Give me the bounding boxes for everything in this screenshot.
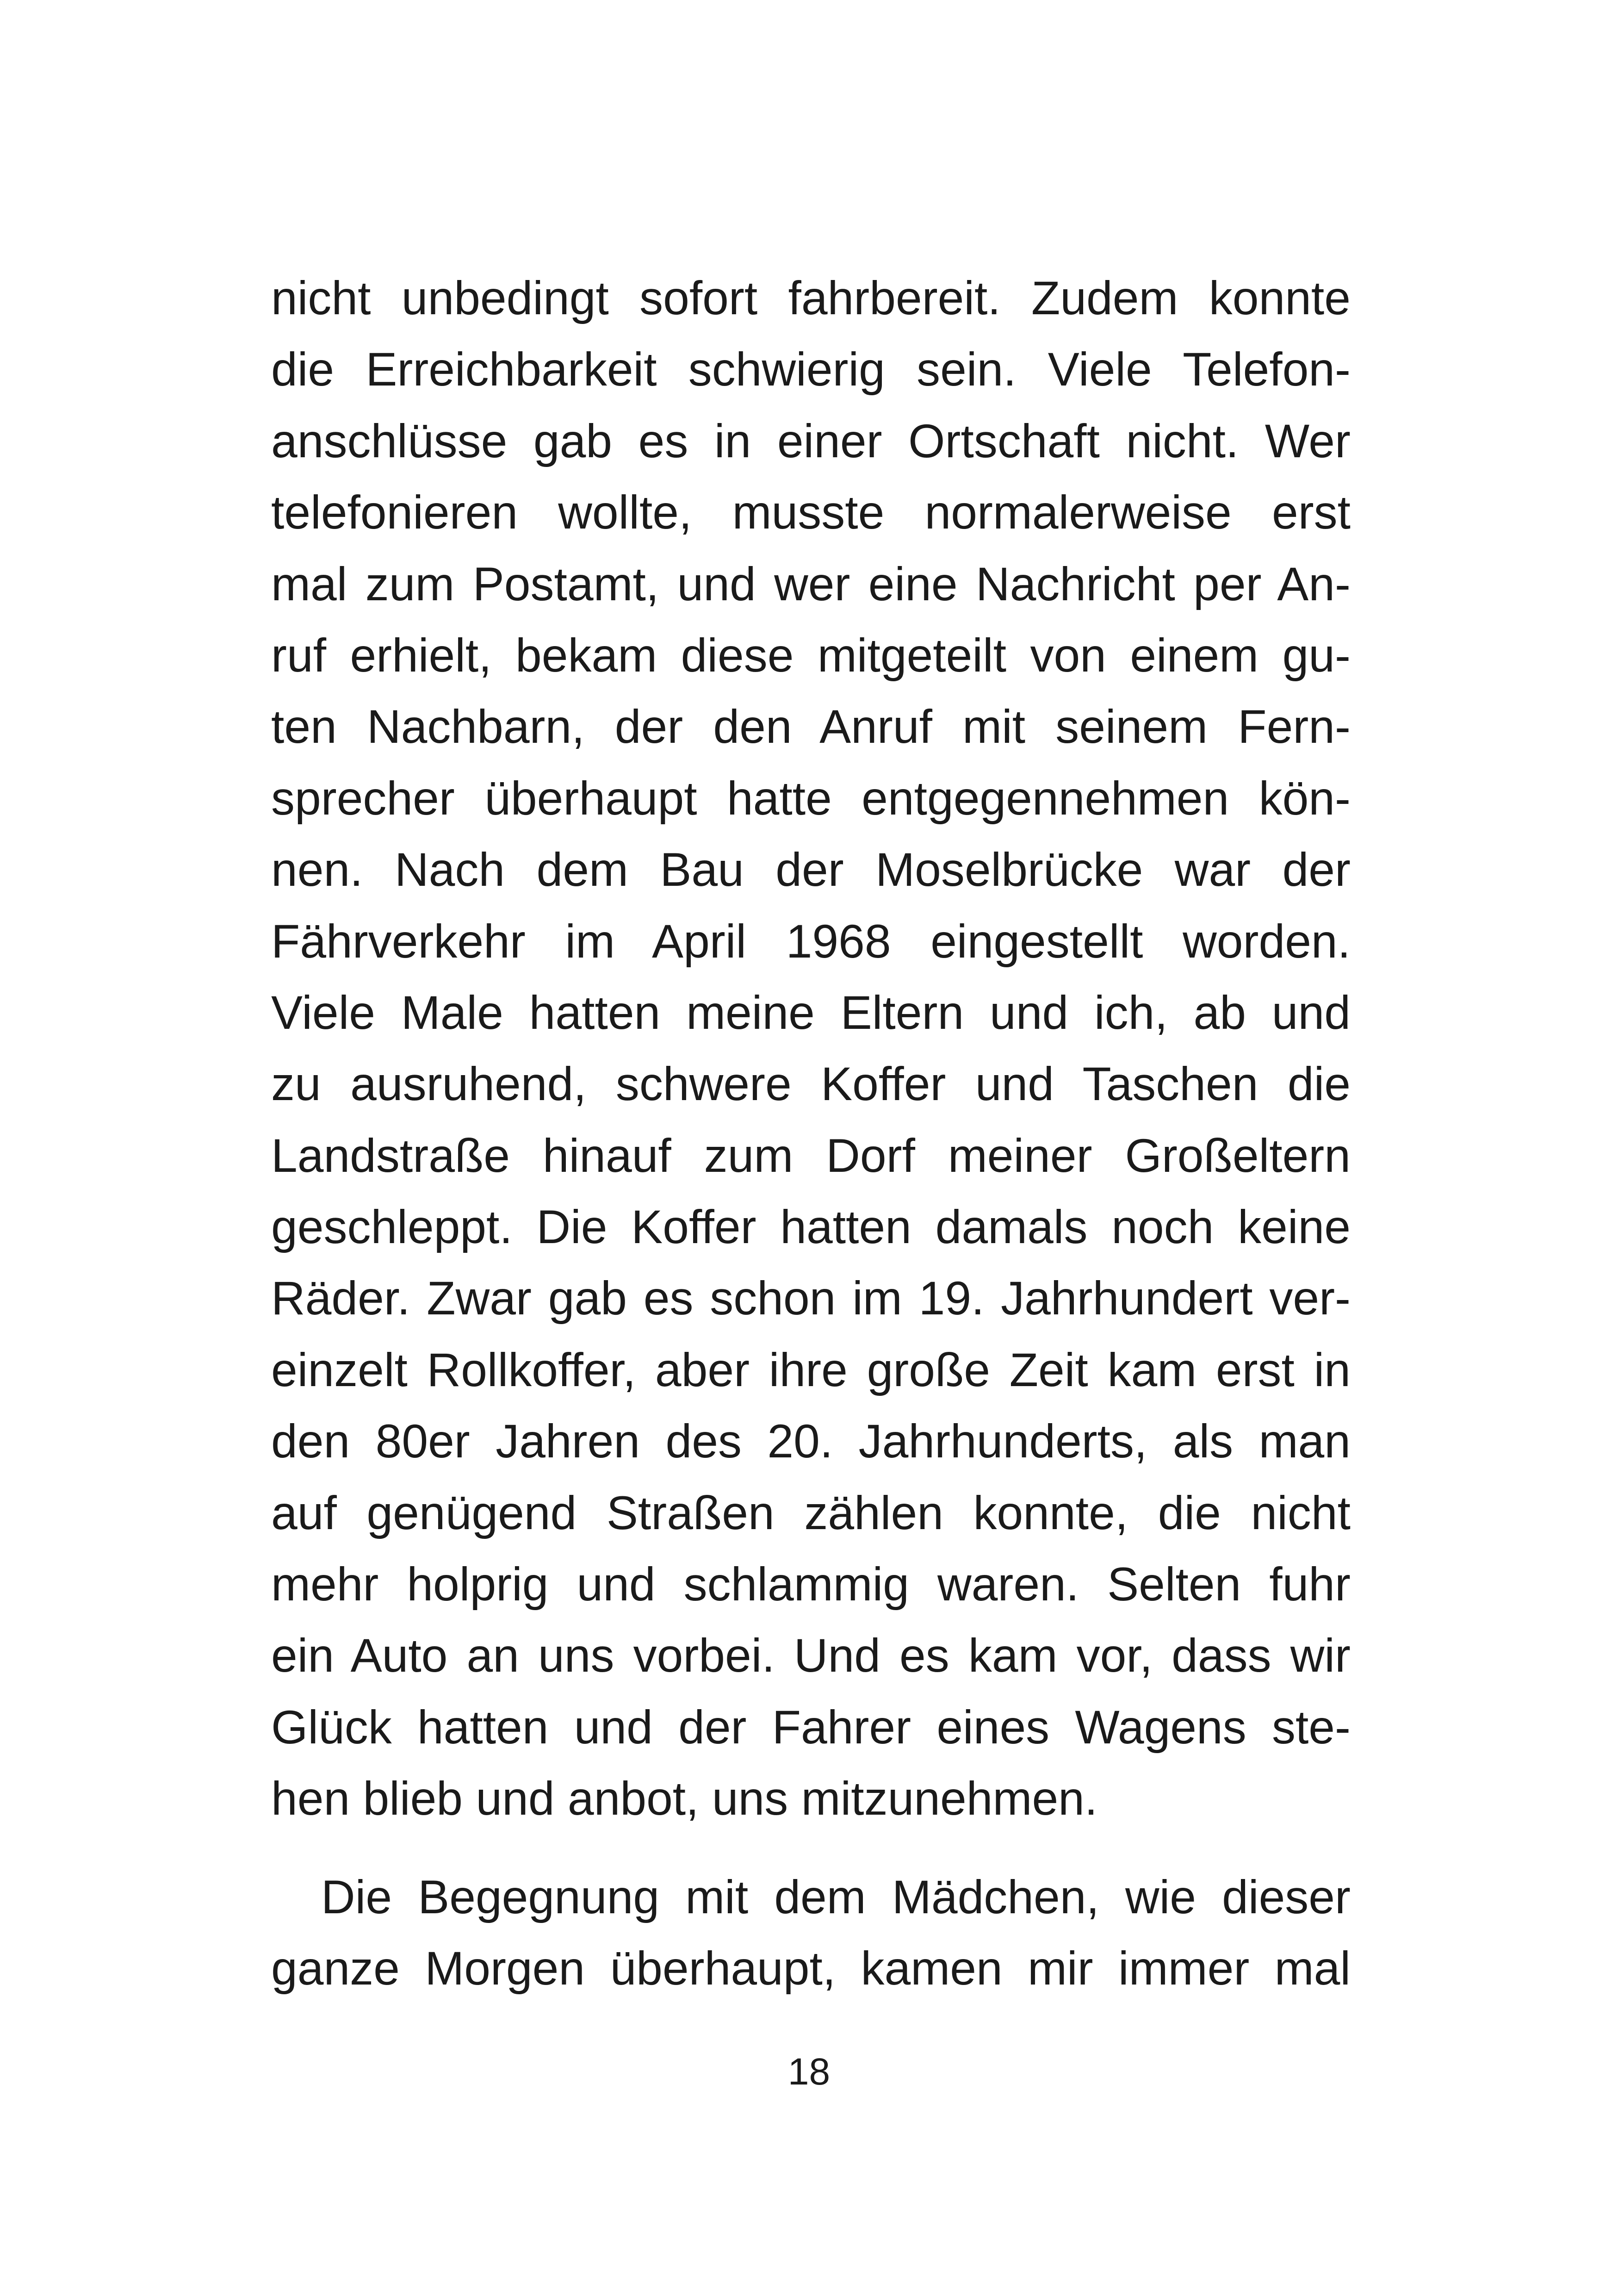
text-line: geschleppt. Die Koffer hatten damals noch keine	[271, 1201, 1351, 1254]
text-line: hen blieb und anbot, uns mitzunehmen.	[271, 1772, 1098, 1825]
text-line: den 80er Jahren des 20. Jahrhunderts, als man	[271, 1415, 1351, 1468]
text-line: ruf erhielt, bekam diese mitgeteilt von einem gu-	[271, 628, 1351, 682]
text-line: Glück hatten und der Fahrer eines Wagens ste-	[271, 1700, 1351, 1754]
text-line: Viele Male hatten meine Eltern und ich, ab und	[271, 986, 1351, 1039]
text-line: mal zum Postamt, und wer eine Nachricht per An-	[271, 557, 1351, 610]
text-line: mehr holprig und schlammig waren. Selten fuhr	[271, 1558, 1351, 1611]
text-line: anschlüsse gab es in einer Ortschaft nicht. Wer	[271, 414, 1351, 467]
text-line: telefonieren wollte, musste normalerweise erst	[271, 486, 1351, 539]
text-line: nicht unbedingt sofort fahrbereit. Zudem konnte	[271, 272, 1351, 324]
paragraph-spacing	[271, 1835, 1351, 1861]
text-line: ein Auto an uns vorbei. Und es kam vor, dass wir	[271, 1629, 1351, 1682]
text-line: einzelt Rollkoffer, aber ihre große Zeit kam erst in	[271, 1343, 1351, 1396]
paragraph-2	[271, 1861, 1351, 2004]
text-line: nen. Nach dem Bau der Moselbrücke war der	[271, 843, 1351, 896]
text-line: auf genügend Straßen zählen konnte, die nicht	[271, 1486, 1351, 1539]
text-line: sprecher überhaupt hatte entgegennehmen kön-	[271, 772, 1351, 825]
body-text	[271, 262, 1351, 2004]
text-line: Die Begegnung mit dem Mädchen, wie dieser	[321, 1870, 1351, 1923]
paragraph-1	[271, 262, 1351, 1835]
text-line: Fährverkehr im April 1968 eingestellt worden.	[271, 915, 1351, 968]
page-number: 18	[787, 2051, 831, 2093]
text-line: Landstraße hinauf zum Dorf meiner Großeltern	[271, 1129, 1351, 1182]
text-line: ten Nachbarn, der den Anruf mit seinem Fern-	[271, 700, 1351, 753]
text-line: ganze Morgen überhaupt, kamen mir immer mal	[271, 1941, 1351, 1995]
text-line: zu ausruhend, schwere Koffer und Taschen die	[271, 1058, 1351, 1111]
text-line: Räder. Zwar gab es schon im 19. Jahrhundert ver-	[271, 1272, 1351, 1325]
text-line: die Erreichbarkeit schwierig sein. Viele Telefon-	[271, 343, 1351, 396]
